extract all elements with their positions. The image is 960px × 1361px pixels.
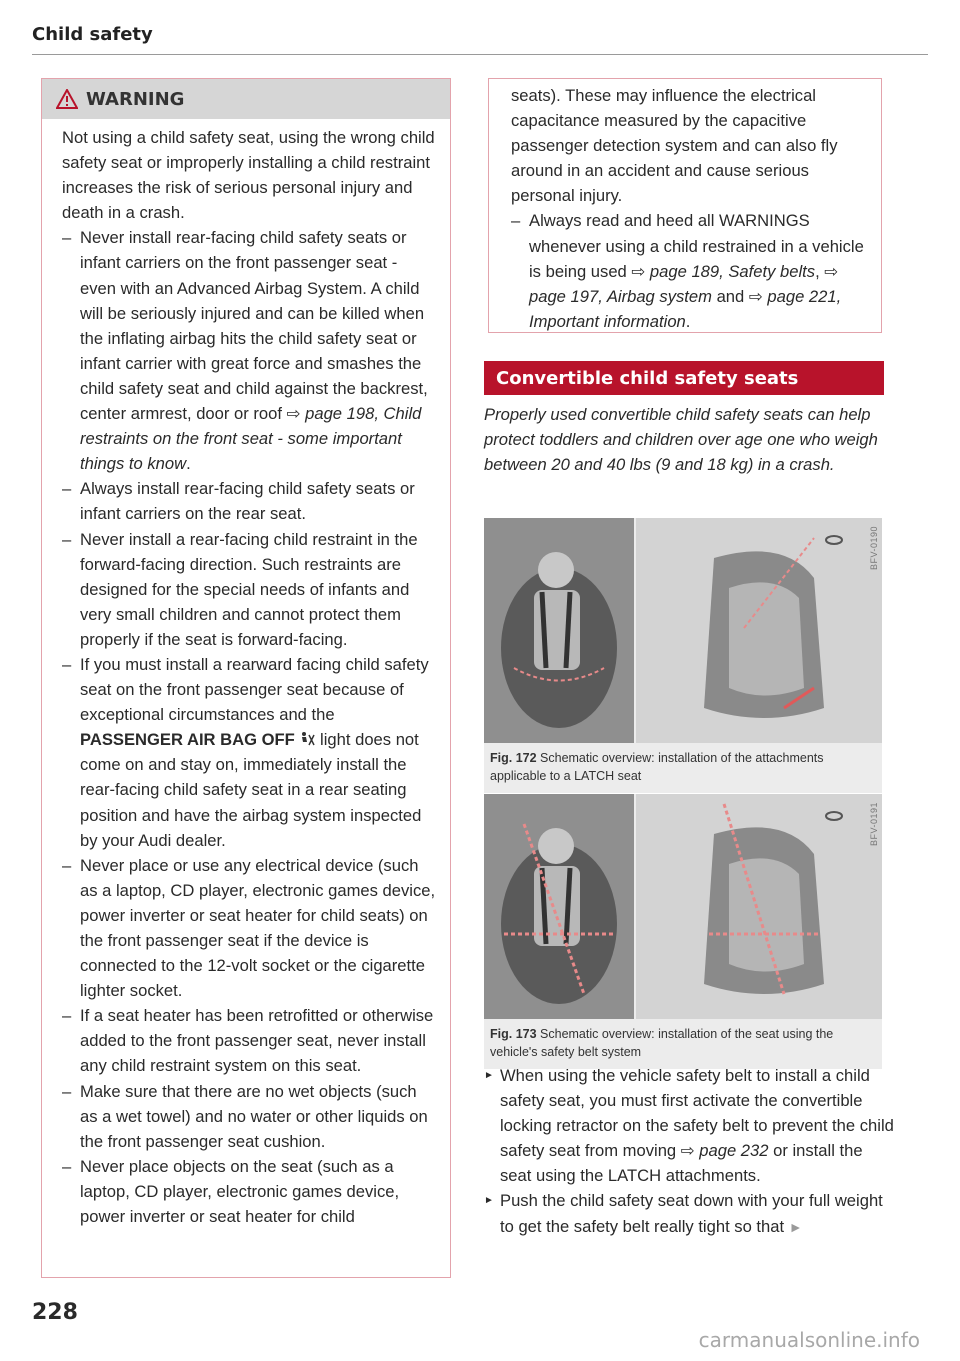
figure-172-code: BFV-0190 (869, 526, 879, 571)
page-197-link[interactable]: ⇨ page 197, Airbag system (529, 261, 839, 306)
figure-173-image (484, 794, 882, 1019)
figure-172-caption: Fig. 172 Schematic overview: installation of the attachments applicable to a LATCH seat (490, 751, 824, 783)
page-189-link[interactable]: ⇨ page 189, Safety belts (631, 261, 816, 281)
step-push-seat-down: ► Push the child safety seat down with your full weight to get the safety belt really tight so that ► (484, 1188, 894, 1239)
step-activate-retractor: ► When using the vehicle safety belt to install a child safety seat, you must first activate the convertible locking retractor on the safety belt to prevent the child safety seat from moving ⇨ page 232 or install the seat using the LATCH attachments. (484, 1063, 894, 1188)
warning-item-front-seat: – Never install rear-facing child safety seats or infant carriers on the front passenger seat - even with an Advanced Airbag System. A child will be seriously injured and can be killed when the inflating airbag hits the child safety seat or infant carrier with great force and smashes the child safety seat and child against the backrest, center armrest, door or roof ⇨ page 198, Child restraints on the front seat - some important things to know. (62, 225, 436, 476)
section-intro: Properly used convertible child safety seats can help protect toddlers and children over age one who weigh between 20 and 40 lbs (9 and 18 kg) in a crash. (484, 405, 878, 475)
warning-label: WARNING (86, 88, 185, 110)
watermark: carmanualsonline.info (698, 1328, 920, 1352)
page-header: Child safety (32, 24, 153, 45)
warning-list (62, 225, 436, 1229)
warning-item-seat-heater: – If a seat heater has been retrofitted or otherwise added to the front passenger seat, never install any child restraint system on this seat. (62, 1003, 436, 1078)
figure-172-image (484, 518, 882, 743)
warning-item-wet-objects: – Make sure that there are no wet objects (such as a wet towel) and no water or other liquids on the front passenger seat cushion. (62, 1079, 436, 1154)
page-232-link[interactable]: ⇨ page 232 (680, 1141, 769, 1161)
continuation-item-read-warnings: – Always read and heed all WARNINGS whenever using a child restrained in a vehicle is being used ⇨ page 189, Safety belts, ⇨ page 197, Airbag system and ⇨ page 221, Important information. (511, 208, 867, 333)
warning-item-direction: – Never install a rear-facing child restraint in the forward-facing direction. Such restraints are designed for the special needs of infants and very small children and cannot protect them properly if the seat is forward-facing. (62, 527, 436, 652)
figure-173-caption: Fig. 173 Schematic overview: installation of the seat using the vehicle's safety belt system (490, 1027, 834, 1059)
warning-item-objects-on-seat: – Never place objects on the seat (such as a laptop, CD player, electronic games device, power inverter or seat heater for child (62, 1154, 436, 1229)
warning-triangle-icon (56, 89, 78, 109)
figure-172 (484, 518, 882, 793)
figure-173 (484, 794, 882, 1069)
warning-intro: Not using a child safety seat, using the wrong child safety seat or improperly installing a child restraint increases the risk of serious personal injury and death in a crash. (62, 128, 435, 223)
warning-body (42, 119, 450, 1229)
page-198-link[interactable]: ⇨ page 198, Child restraints on the front seat - some important things to know (80, 404, 422, 474)
warning-item-airbag-off: – If you must install a rearward facing child safety seat on the front passenger seat because of exceptional circumstances and the PASSENGER AIR BAG OFF light does not come on and stay on, immediately install the rear-facing child safety seat in a rear seating position and have the airbag system inspected by your Audi dealer. (62, 652, 436, 853)
section-title: Convertible child safety seats (484, 361, 884, 395)
page-number: 228 (32, 1300, 78, 1325)
warning-header (42, 79, 450, 119)
figure-173-code: BFV-0191 (869, 802, 879, 847)
warning-item-electrical-device: – Never place or use any electrical device (such as a laptop, CD player, electronic games device, power inverter or seat heater for child seats) on the front passenger seat if the device is connected to the 12-volt socket or the cigarette lighter socket. (62, 853, 436, 1004)
latch-seat-illustration (484, 518, 882, 743)
belt-seat-illustration (484, 794, 882, 1019)
page-221-link[interactable]: ⇨ page 221, Important information (529, 286, 842, 331)
warning-continuation-box (488, 78, 882, 333)
continuation-text: seats). These may influence the electrical capacitance measured by the capacitive passenger detection system and can also fly around in an accident and cause serious personal injury. (511, 86, 838, 206)
installation-steps (484, 1063, 894, 1240)
header-rule (32, 54, 928, 55)
airbag-off-label: PASSENGER AIR BAG OFF (80, 730, 295, 750)
warning-item-rear-seat: – Always install rear-facing child safety seats or infant carriers on the rear seat. (62, 476, 436, 526)
airbag-off-icon (299, 731, 315, 747)
warning-box (41, 78, 451, 1278)
continue-arrow-icon: ► (788, 1218, 803, 1235)
